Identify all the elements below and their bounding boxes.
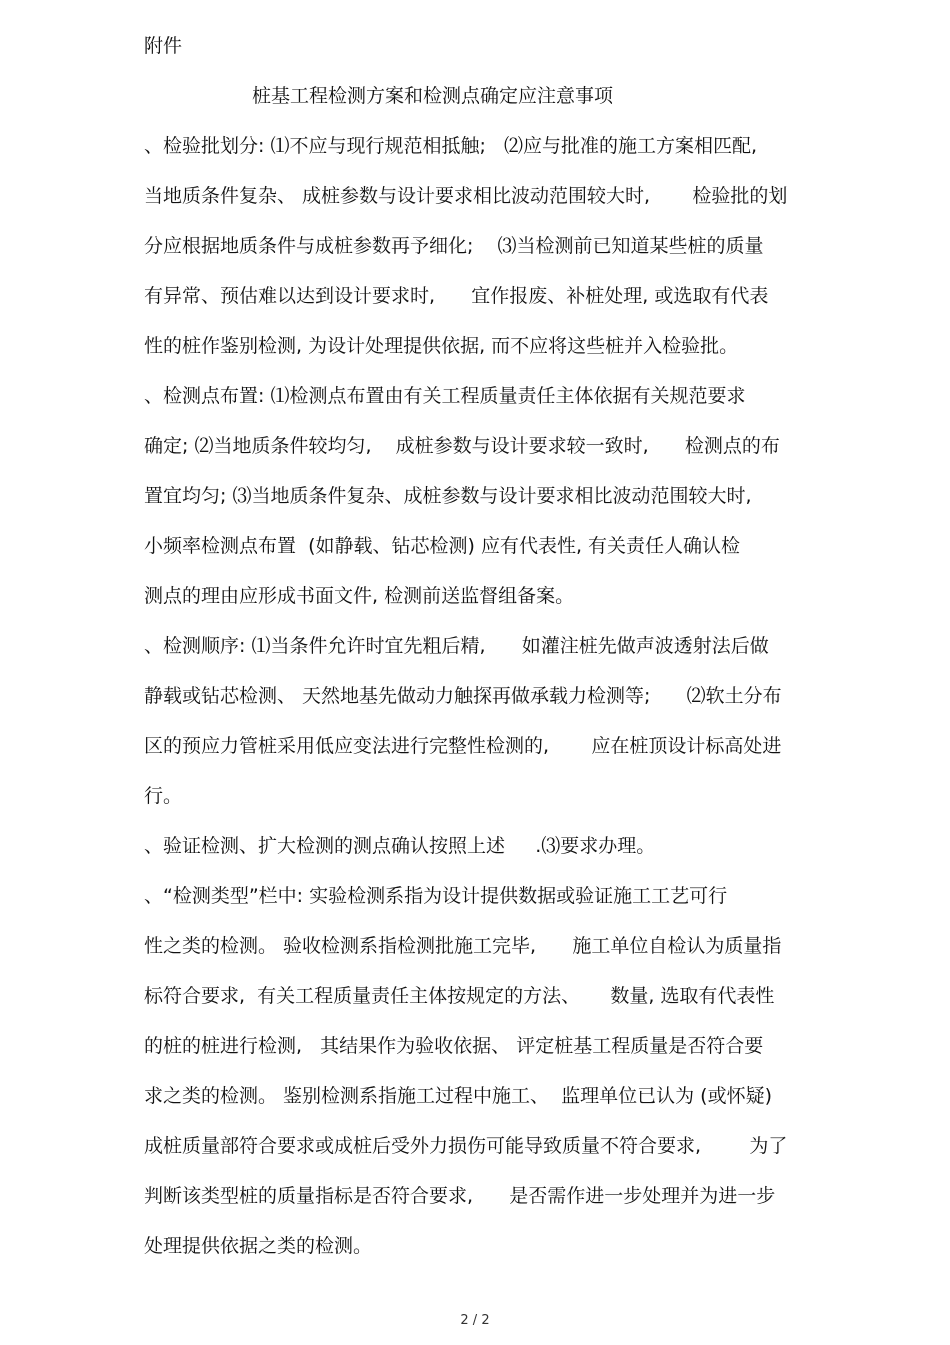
body-line: 性的桩作鉴别检测, 为设计处理提供依据, 而不应将这些桩并入检验批。 bbox=[144, 335, 739, 357]
body-line: 行。 bbox=[144, 785, 183, 807]
body-line: 处理提供依据之类的检测。 bbox=[144, 1235, 373, 1257]
document-title: 桩基工程检测方案和检测点确定应注意事项 bbox=[252, 85, 614, 107]
body-line: 标符合要求, 有关工程质量责任主体按规定的方法、 数量, 选取有代表性 bbox=[144, 985, 775, 1007]
page-number: 2 / 2 bbox=[460, 1313, 490, 1328]
body-line: 分应根据地质条件与成桩参数再予细化; ⑶当检测前已知道某些桩的质量 bbox=[144, 235, 764, 257]
body-line: 小频率检测点布置 (如静载、钻芯检测) 应有代表性, 有关责任人确认检 bbox=[144, 535, 741, 557]
body-line: 的桩的桩进行检测, 其结果作为验收依据、 评定桩基工程质量是否符合要 bbox=[144, 1035, 764, 1057]
body-line: 置宜均匀; ⑶当地质条件复杂、成桩参数与设计要求相比波动范围较大时, bbox=[144, 485, 752, 507]
body-line: 有异常、预估难以达到设计要求时, 宜作报废、补桩处理, 或选取有代表 bbox=[144, 285, 769, 307]
attachment-label: 附件 bbox=[144, 35, 183, 57]
body-line: 确定; ⑵当地质条件较均匀, 成桩参数与设计要求较一致时, 检测点的布 bbox=[144, 435, 780, 457]
body-line: 求之类的检测。 鉴别检测系指施工过程中施工、 监理单位已认为 (或怀疑) bbox=[144, 1085, 772, 1107]
body-line: 当地质条件复杂、 成桩参数与设计要求相比波动范围较大时, 检验批的划 bbox=[144, 185, 788, 207]
body-line: 、“检测类型”栏中: 实验检测系指为设计提供数据或验证施工工艺可行 bbox=[144, 885, 728, 907]
body-line: 测点的理由应形成书面文件, 检测前送监督组备案。 bbox=[144, 585, 575, 607]
body-line: 、检验批划分: ⑴不应与现行规范相抵触; ⑵应与批准的施工方案相匹配, bbox=[144, 135, 758, 157]
body-line: 静载或钻芯检测、 天然地基先做动力触探再做承载力检测等; ⑵软土分布 bbox=[144, 685, 782, 707]
body-line: 成桩质量部符合要求或成桩后受外力损伤可能导致质量不符合要求, 为了 bbox=[144, 1135, 788, 1157]
body-line: 、验证检测、扩大检测的测点确认按照上述 .⑶要求办理。 bbox=[144, 835, 656, 857]
body-line: 性之类的检测。 验收检测系指检测批施工完毕, 施工单位自检认为质量指 bbox=[144, 935, 782, 957]
body-line: 判断该类型桩的质量指标是否符合要求, 是否需作进一步处理并为进一步 bbox=[144, 1185, 776, 1207]
body-line: 、检测顺序: ⑴当条件允许时宜先粗后精, 如灌注桩先做声波透射法后做 bbox=[144, 635, 769, 657]
body-line: 、检测点布置: ⑴检测点布置由有关工程质量责任主体依据有关规范要求 bbox=[144, 385, 746, 407]
body-line: 区的预应力管桩采用低应变法进行完整性检测的, 应在桩顶设计标高处进 bbox=[144, 735, 782, 757]
